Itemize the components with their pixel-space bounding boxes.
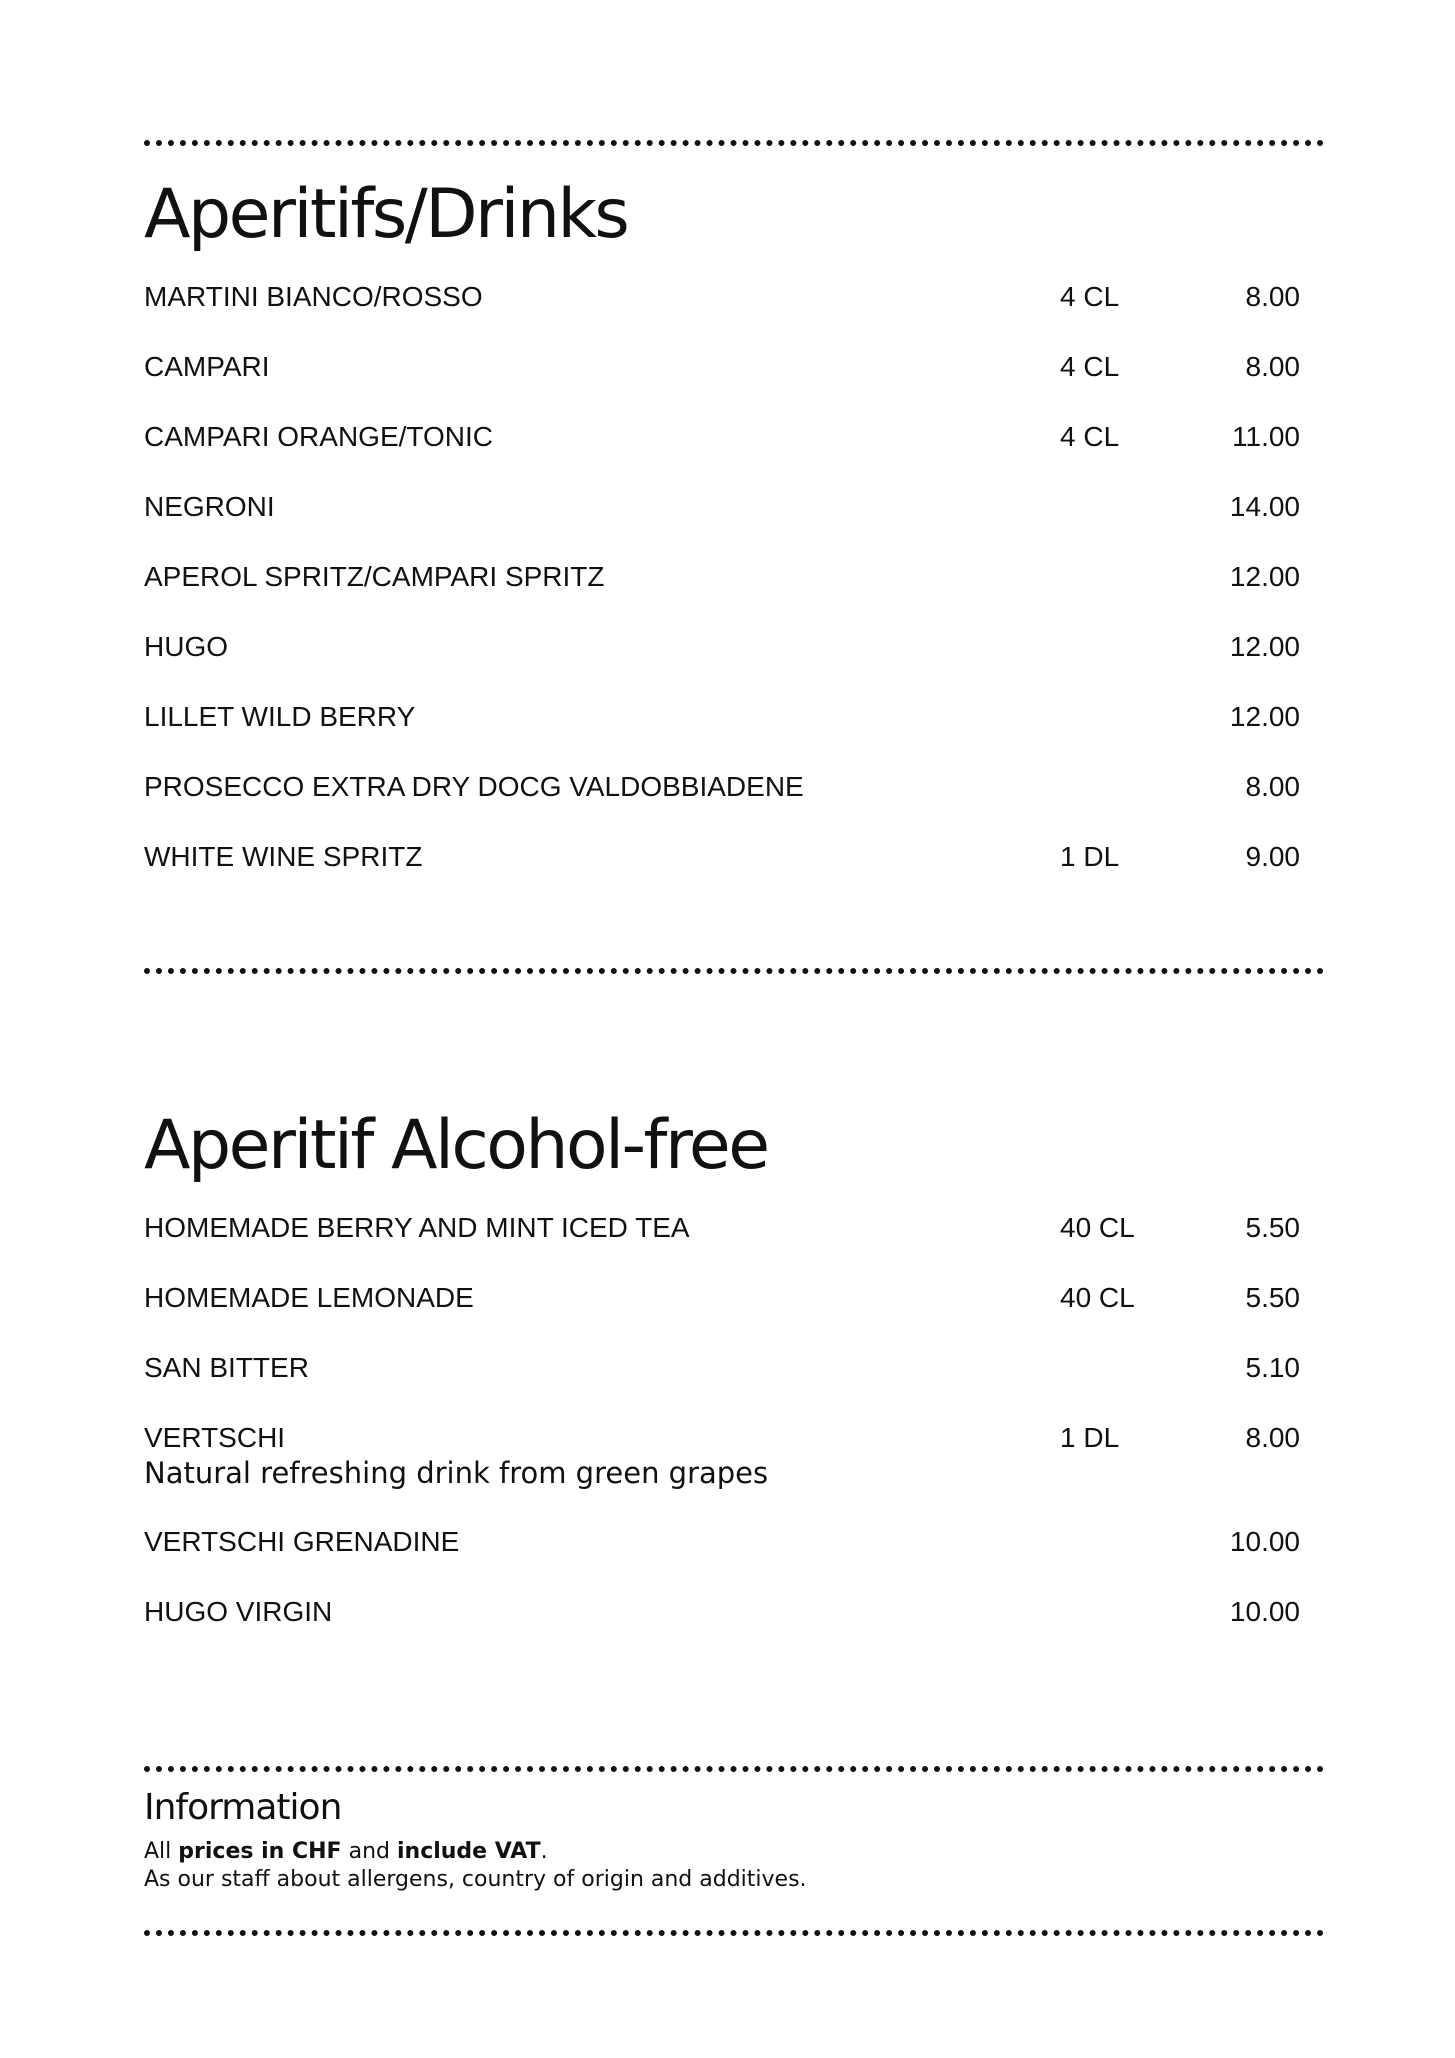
menu-item	[144, 1211, 1300, 1281]
menu-item-name: HUGO	[144, 631, 228, 662]
section-divider	[144, 1930, 1324, 1936]
menu-item	[144, 1351, 1300, 1421]
menu-item-name: HOMEMADE LEMONADE	[144, 1282, 474, 1313]
menu-item-price: 12.00	[1229, 701, 1300, 732]
menu-item-size: 4 CL	[1060, 421, 1120, 452]
section-title: Aperitifs/Drinks	[144, 175, 628, 254]
menu-item-description: Natural refreshing drink from green grapes	[144, 1456, 769, 1490]
menu-item-price: 8.00	[1245, 351, 1300, 382]
menu-item	[144, 840, 1300, 910]
information-title: Information	[144, 1787, 342, 1828]
menu-item-name: CAMPARI ORANGE/TONIC	[144, 421, 494, 452]
menu-item-price: 10.00	[1229, 1596, 1300, 1627]
menu-item	[144, 490, 1300, 560]
menu-item	[144, 770, 1300, 840]
menu-item-name: CAMPARI	[144, 351, 270, 382]
information-text-bold: prices in CHF	[178, 1839, 342, 1864]
menu-item-price: 12.00	[1229, 631, 1300, 662]
menu-list-aperitifs	[144, 280, 1300, 910]
menu-item-name: VERTSCHI GRENADINE	[144, 1526, 460, 1557]
menu-item	[144, 1421, 1300, 1525]
menu-item-size: 1 DL	[1060, 841, 1120, 872]
information-text: All	[144, 1839, 179, 1864]
menu-list-alcohol-free	[144, 1211, 1300, 1665]
menu-item-price: 12.00	[1229, 561, 1300, 592]
menu-item-price: 14.00	[1229, 491, 1300, 522]
information-text: .	[540, 1839, 548, 1864]
menu-item	[144, 280, 1300, 350]
information-text-bold: include VAT	[396, 1839, 541, 1864]
menu-item-size: 1 DL	[1060, 1422, 1120, 1453]
section-title: Aperitif Alcohol-free	[144, 1106, 768, 1185]
information-text: and	[341, 1839, 397, 1864]
menu-item-name: HUGO VIRGIN	[144, 1596, 333, 1627]
information-allergens-note: As our staff about allergens, country of origin and additives.	[144, 1867, 807, 1892]
menu-item-name: LILLET WILD BERRY	[144, 701, 416, 732]
section-divider	[144, 968, 1324, 974]
menu-item-name: MARTINI BIANCO/ROSSO	[144, 281, 483, 312]
menu-item-price: 8.00	[1245, 281, 1300, 312]
menu-item-size: 4 CL	[1060, 281, 1120, 312]
menu-item	[144, 1281, 1300, 1351]
menu-item	[144, 1595, 1300, 1665]
menu-item-size: 4 CL	[1060, 351, 1120, 382]
menu-item-name: APEROL SPRITZ/CAMPARI SPRITZ	[144, 561, 605, 592]
menu-item-size: 40 CL	[1060, 1282, 1135, 1313]
menu-item-price: 8.00	[1245, 1422, 1300, 1453]
menu-item	[144, 350, 1300, 420]
menu-item-price: 8.00	[1245, 771, 1300, 802]
menu-item-price: 9.00	[1245, 841, 1300, 872]
menu-item-name: VERTSCHI	[144, 1422, 286, 1453]
menu-item-price: 5.10	[1245, 1352, 1300, 1383]
menu-item-name: SAN BITTER	[144, 1352, 309, 1383]
menu-item-price: 5.50	[1245, 1212, 1300, 1243]
menu-item-name: NEGRONI	[144, 491, 275, 522]
menu-item-price: 10.00	[1229, 1526, 1300, 1557]
menu-item-name: HOMEMADE BERRY AND MINT ICED TEA	[144, 1212, 690, 1243]
menu-item	[144, 700, 1300, 770]
section-divider	[144, 1766, 1324, 1772]
menu-item-price: 5.50	[1245, 1282, 1300, 1313]
menu-item	[144, 560, 1300, 630]
information-prices-note	[144, 1838, 548, 1866]
menu-item-name: WHITE WINE SPRITZ	[144, 841, 423, 872]
menu-item-name: PROSECCO EXTRA DRY DOCG VALDOBBIADENE	[144, 771, 804, 802]
menu-item	[144, 630, 1300, 700]
menu-item-price: 11.00	[1232, 421, 1300, 452]
menu-item	[144, 1525, 1300, 1595]
menu-item-size: 40 CL	[1060, 1212, 1135, 1243]
section-divider	[144, 140, 1324, 146]
menu-item	[144, 420, 1300, 490]
